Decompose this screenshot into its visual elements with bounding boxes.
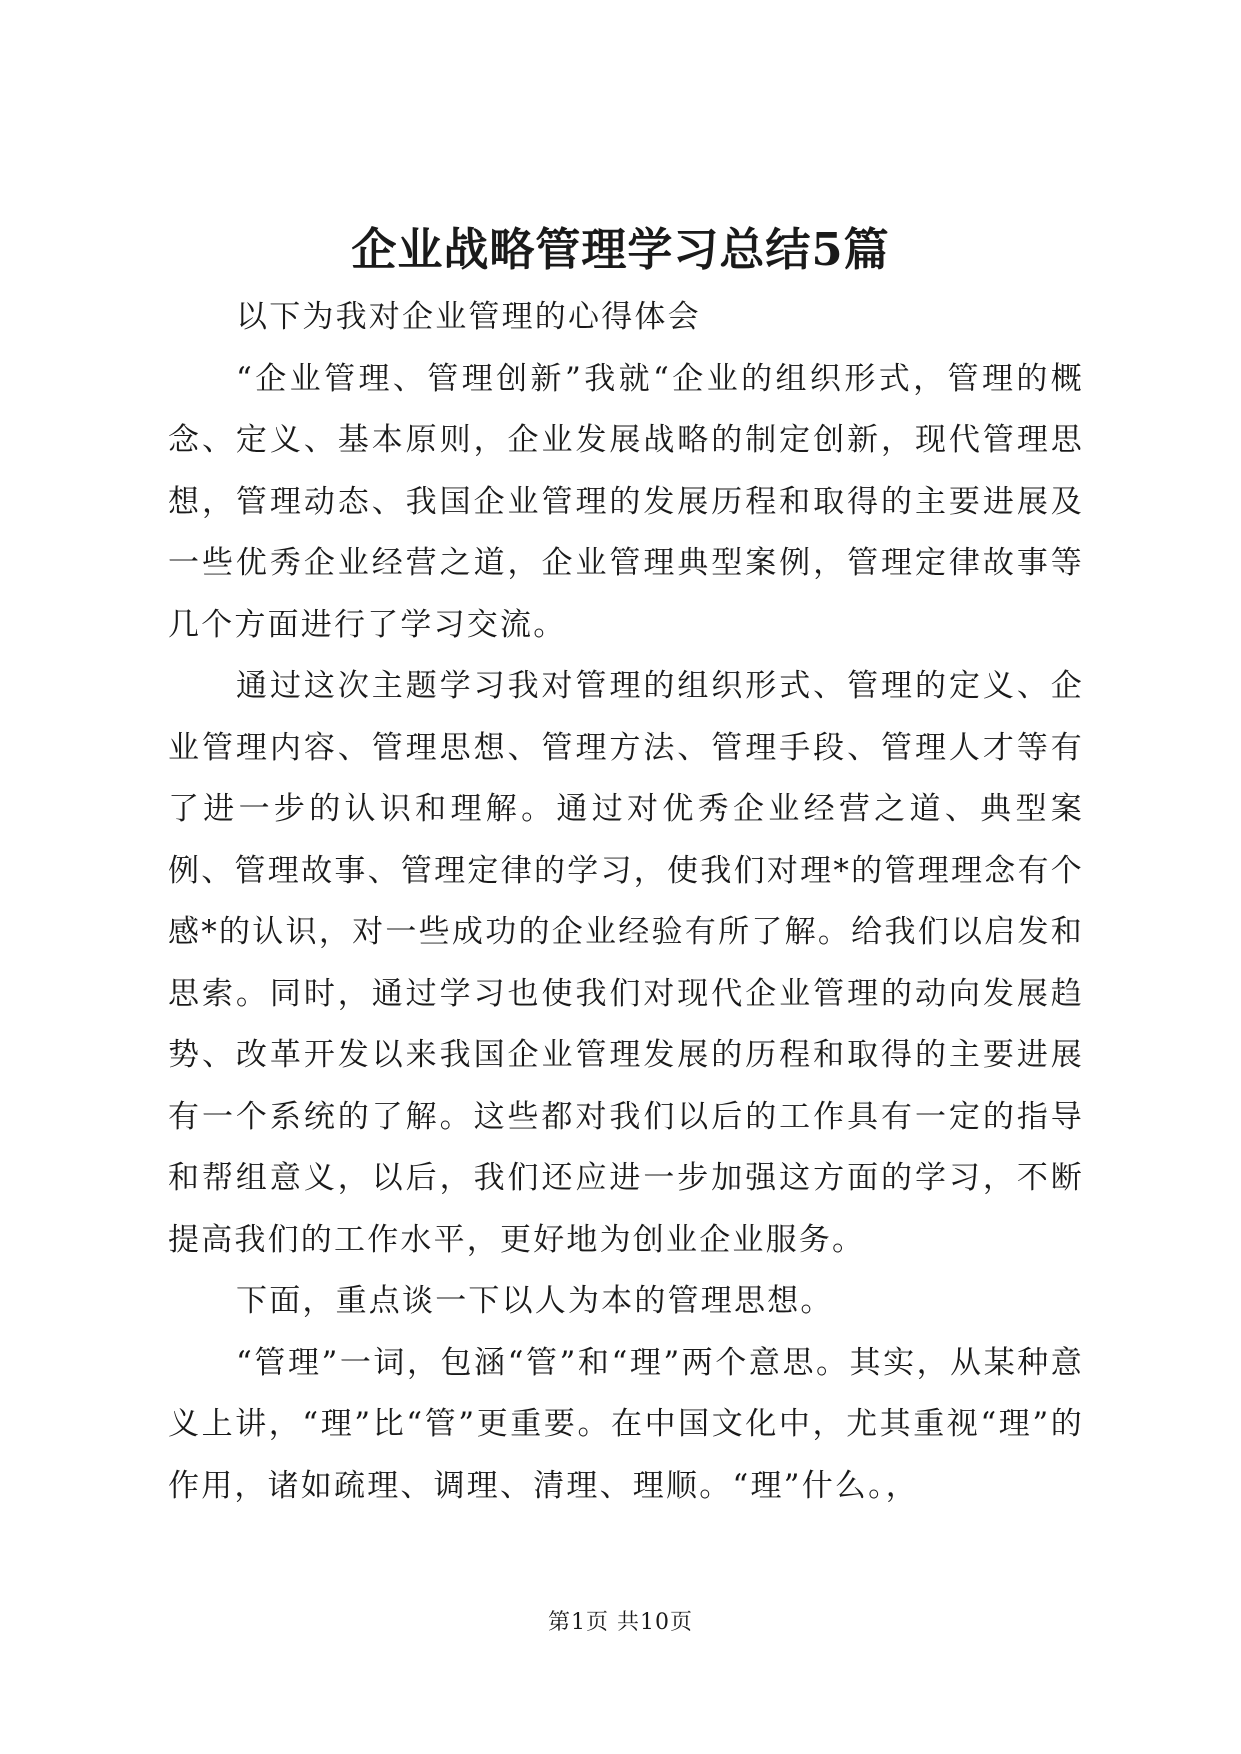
- document-title: 企业战略管理学习总结5篇: [351, 223, 890, 276]
- paragraph: 下面，重点谈一下以人为本的管理思想。: [236, 1283, 834, 1319]
- paragraph: “企业管理、管理创新”我就“企业的组织形式，管理的概念、定义、基本原则，企业发展战略的制定创新，现代管理思想，管理动态、我国企业管理的发展历程和取得的主要进展及一些优秀企业经营之道，企业管理典型案例，管理定律故事等几个方面进行了学习交流。: [168, 360, 1084, 643]
- paragraph: “管理”一词，包涵“管”和“理”两个意思。其实，从某种意义上讲，“理”比“管”更重要。在中国文化中，尤其重视“理”的作用，诸如疏理、调理、清理、理顺。“理”什么。，: [168, 1344, 1084, 1504]
- page-footer: 第1页 共10页: [548, 1610, 693, 1635]
- document-body: [168, 287, 1084, 1517]
- paragraph: 以下为我对企业管理的心得体会: [236, 299, 701, 335]
- paragraph: 通过这次主题学习我对管理的组织形式、管理的定义、企业管理内容、管理思想、管理方法、管理手段、管理人才等有了进一步的认识和理解。通过对优秀企业经营之道、典型案例、管理故事、管理定律的学习，使我们对理*的管理理念有个感*的认识，对一些成功的企业经验有所了解。给我们以启发和思索。同时，通过学习也使我们对现代企业管理的动向发展趋势、改革开发以来我国企业管理发展的历程和取得的主要进展有一个系统的了解。这些都对我们以后的工作具有一定的指导和帮组意义，以后，我们还应进一步加强这方面的学习，不断提高我们的工作水平，更好地为创业企业服务。: [168, 668, 1084, 1258]
